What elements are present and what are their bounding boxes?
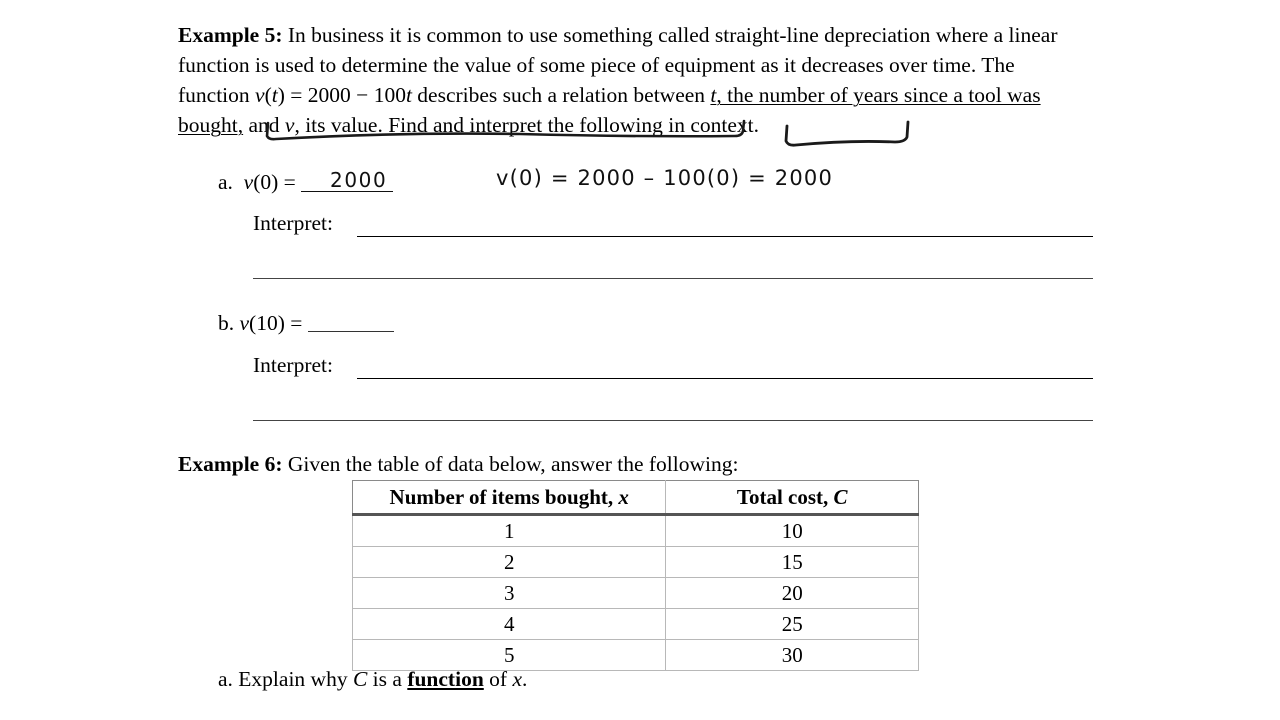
table-cell-c: 25 [666,609,919,640]
item-a-handwritten-answer: 2000 [330,168,388,192]
table-header-cell-x [353,481,666,515]
item-a-equals: = [283,170,296,194]
function-equals-2000: = 2000 [284,83,357,107]
table-header-x-text: Number of items bought, [389,484,619,509]
data-table [352,480,919,671]
item-b-equals: = [290,311,303,335]
table-row [353,547,919,578]
item-a-marker: a. [218,170,233,194]
annotated-v-description: , its value. [294,113,383,137]
example-5-label: Example 5: [178,23,283,47]
item-b-interpret-rule-1[interactable] [357,378,1093,379]
item-a-handwritten-work: v(0) = 2000 – 100(0) = 2000 [496,166,834,190]
example-5-paragraph [178,20,1078,140]
annotated-v-variable: v [284,113,295,137]
item-a-interpret-label: Interpret: [253,211,333,235]
item-a-function-arg: (0) [253,170,279,194]
example-6-item-a-emphasis-function: function [407,667,484,691]
function-v-symbol: v [255,83,265,107]
item-b-interpret-rule-2[interactable] [253,420,1093,421]
table-row [353,515,919,547]
item-b-function-v: v [239,311,250,335]
example-5-conjunction: and [243,113,285,137]
example-5-body-part2: describes such a relation between [411,83,711,107]
table-cell-c: 20 [666,578,919,609]
table-row [353,640,919,671]
example-6-item-a-text4: . [522,667,528,691]
item-b-interpret-label: Interpret: [253,353,333,377]
example-5-body-part1: In business it is common to use something called straight-line depreciation where a linear function is used to determine the value of some piece of equipment as it decreases over time. The function [178,23,1058,107]
example-6-paragraph [178,452,738,477]
example-6-item-a [218,667,527,692]
table-cell-x: 4 [353,609,666,640]
table-cell-x: 5 [353,640,666,671]
table-header-c-var: C [833,484,848,509]
function-t-symbol: t [271,83,278,107]
item-a-interpret-rule-2[interactable] [253,278,1093,279]
item-a-interpret-row [253,211,333,236]
table-header-cell-c [666,481,919,515]
item-a-function-v: v [243,170,254,194]
example-5-item-b [218,311,394,336]
item-a-interpret-rule-1[interactable] [357,236,1093,237]
table-cell-x: 2 [353,547,666,578]
item-b-marker: b. [218,311,235,335]
table-cell-x: 3 [353,578,666,609]
annotated-t-variable: t [710,83,717,107]
table-cell-x: 1 [353,515,666,547]
function-paren-open: ( [264,83,272,107]
example-6-label: Example 6: [178,452,283,476]
function-paren-close: ) [277,83,285,107]
example-6-item-a-text3: of [483,667,513,691]
example-5-body-part3: Find and interpret the following in context. [382,113,760,137]
table-cell-c: 10 [666,515,919,547]
table-header-x-var: x [618,484,629,509]
example-6-item-a-var-x: x [512,667,522,691]
example-6-item-a-text2: is a [367,667,408,691]
item-b-interpret-row [253,353,333,378]
example-6-body: Given the table of data below, answer the following: [282,452,739,476]
annotated-t-description: , the number of years since a tool was bought, [178,83,1041,137]
table-row [353,609,919,640]
table-cell-c: 30 [666,640,919,671]
example-6-item-a-marker: a. [218,667,233,691]
example-6-item-a-var-c: C [352,667,368,691]
table-header-c-text: Total cost, [736,484,834,509]
example-6-item-a-text1: Explain why [232,667,353,691]
table-header-row [353,481,919,515]
function-t-symbol-2: t [405,83,412,107]
function-minus-sign: − [356,83,369,107]
table-cell-c: 15 [666,547,919,578]
table-row [353,578,919,609]
function-coefficient-100: 100 [368,83,406,107]
item-b-function-arg: (10) [249,311,285,335]
